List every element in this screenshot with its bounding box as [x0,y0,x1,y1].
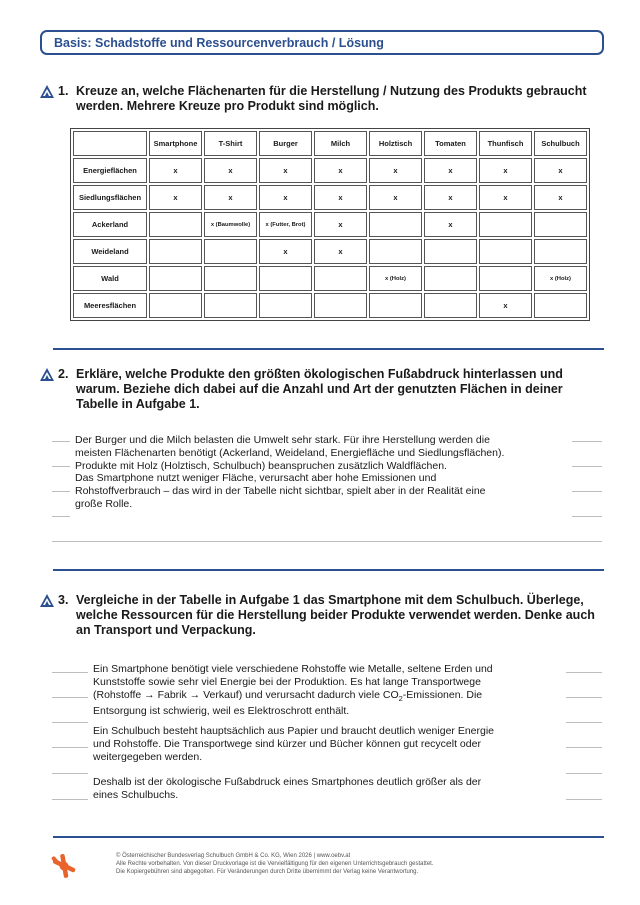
column-header: Burger [259,131,312,156]
answer-line: meisten Flächenarten benötigt (Ackerland, Weideland, Energiefläche und Siedlungsflächen). [75,446,505,459]
table-row [73,158,587,183]
table-cell [314,293,367,318]
answer-line: und Rohstoffe. Die Transportwege sind kürzer und Bücher können gut recycelt oder [93,737,481,750]
answer-line: Ein Schulbuch besteht hauptsächlich aus Papier und braucht deutlich weniger Energie [93,725,495,737]
footer-line: © Österreichischer Bundesverlag Schulbuch GmbH & Co. KG, Wien 2026 | www.oebv.at [116,853,351,859]
table-cell: x [314,185,367,210]
table-cell [424,293,477,318]
writing-line [566,672,602,673]
answer-line: weitergegeben werden. [93,750,203,763]
table-cell [204,293,257,318]
table-cell: x (Holz) [369,266,422,291]
table-row [73,266,587,291]
footer-divider [53,836,604,838]
answer-paragraph-smartphone [93,663,563,718]
table-row [73,212,587,237]
writing-line [52,747,88,748]
table-cell [479,239,532,264]
writing-line [52,466,70,467]
answer-line: Kunststoffe sowie sehr viel Energie bei der Produktion. Es hat lange Transportwege [93,675,481,688]
table-cell [314,266,367,291]
writing-line [566,697,602,698]
answer-line: eines Schulbuchs. [93,788,179,801]
answer-line-part: (Rohstoffe → Fabrik → Verkauf) und verursacht dadurch viele CO [93,688,399,701]
difficulty-pyramid-icon [40,368,54,381]
row-header: Wald [73,266,147,291]
writing-line [572,441,602,442]
table-cell: x [204,185,257,210]
column-header: T-Shirt [204,131,257,156]
co2-subscript: 2 [398,693,403,703]
table-cell: x [149,158,202,183]
writing-line [566,747,602,748]
task-instruction: Kreuze an, welche Flächenarten für die Herstellung / Nutzung des Produkts gebraucht werden. Mehrere Kreuze pro Produkt sind möglich. [76,84,587,113]
answer-line: Entsorgung ist schwierig, weil es Elektroschrott enthält. [93,705,350,718]
table-cell: x (Holz) [534,266,587,291]
table-header-row [73,131,587,156]
answer-paragraph-schoolbook [93,725,563,763]
table-row [73,239,587,264]
table-cell: x [424,212,477,237]
table-corner-cell [73,131,147,156]
table-cell: x [259,185,312,210]
writing-line [52,722,88,723]
table-cell [369,293,422,318]
table-cell [534,293,587,318]
row-header: Ackerland [73,212,147,237]
table-row [73,293,587,318]
table-cell [534,239,587,264]
table-cell: x [369,185,422,210]
table-cell: x [479,293,532,318]
writing-line [52,491,70,492]
writing-line [572,491,602,492]
writing-line [52,799,88,800]
answer-line: Deshalb ist der ökologische Fußabdruck eines Smartphones deutlich größer als der [93,776,482,788]
table-cell [259,293,312,318]
table-cell: x [204,158,257,183]
task-number: 1. [58,84,69,98]
answer-line: Ein Smartphone benötigt viele verschiedene Rohstoffe wie Metalle, seltene Erden und [93,663,493,675]
column-header: Milch [314,131,367,156]
section-divider [53,569,604,571]
section-divider [53,348,604,350]
column-header: Holztisch [369,131,422,156]
difficulty-pyramid-icon [40,594,54,607]
task-instruction: Erkläre, welche Produkte den größten ökologischen Fußabdruck hinterlassen und warum. Beziehe dich dabei auf die Anzahl und Art der genutzten Flächen in deiner Tabelle in Aufgabe 1. [76,367,563,411]
table-cell: x [424,185,477,210]
writing-line [572,466,602,467]
answer-line: Der Burger und die Milch belasten die Umwelt sehr stark. Für ihre Herstellung werden die [75,434,490,446]
answer-line: große Rolle. [75,497,133,510]
writing-line [566,773,602,774]
copyright-footer [116,852,434,876]
table-cell: x (Baumwolle) [204,212,257,237]
table-cell [479,212,532,237]
difficulty-pyramid-icon [40,85,54,98]
writing-line [566,799,602,800]
table-cell: x [424,158,477,183]
row-header: Weideland [73,239,147,264]
answer-line: Rohstoffverbrauch – das wird in der Tabelle nicht sichtbar, spielt aber in der Realität eine [75,485,486,498]
table-cell: x [314,239,367,264]
column-header: Thunfisch [479,131,532,156]
area-types-table [70,128,590,321]
writing-line [52,441,70,442]
task-number: 3. [58,593,69,607]
writing-line [566,722,602,723]
table-cell: x [314,158,367,183]
row-header: Siedlungsflächen [73,185,147,210]
writing-line [52,672,88,673]
table-cell [479,266,532,291]
answer-line-part: -Emissionen. Die [402,688,483,701]
column-header: Schulbuch [534,131,587,156]
table-cell [534,212,587,237]
column-header: Smartphone [149,131,202,156]
column-header: Tomaten [424,131,477,156]
table-cell: x [534,158,587,183]
row-header: Energieflächen [73,158,147,183]
footer-line: Alle Rechte vorbehalten. Von dieser Druckvorlage ist die Vervielfältigung für den eigenen Unterrichtsgebrauch gestattet. [116,861,434,867]
answer-paragraph-conclusion [93,776,563,802]
writing-line [52,541,602,542]
table-cell [149,266,202,291]
footer-line: Die Kopiergebühren sind abgegolten. Für Veränderungen durch Dritte übernimmt der Verlag keine Verantwortung. [116,869,419,875]
table-cell: x [259,158,312,183]
answer-line: Das Smartphone nutzt weniger Fläche, verursacht aber hohe Emissionen und [75,472,437,485]
worksheet-header [40,30,604,55]
table-cell: x [149,185,202,210]
table-cell [369,212,422,237]
table-cell: x [534,185,587,210]
table-cell [204,239,257,264]
worksheet-title: Basis: Schadstoffe und Ressourcenverbrauch / Lösung [54,36,384,50]
table-cell [149,293,202,318]
table-cell [369,239,422,264]
table-cell: x [479,185,532,210]
table-cell: x [369,158,422,183]
table-cell [424,239,477,264]
answer-text-task-2 [75,434,575,511]
table-cell [149,239,202,264]
table-cell: x [259,239,312,264]
writing-line [52,697,88,698]
task-instruction: Vergleiche in der Tabelle in Aufgabe 1 das Smartphone mit dem Schulbuch. Überlege, welche Ressourcen für die Herstellung beider Produkte verwendet werden. Denke auch an Transport und Verpackung. [76,593,595,637]
table-cell: x [314,212,367,237]
writing-line [52,516,70,517]
table-cell: x [479,158,532,183]
table-cell [149,212,202,237]
answer-line: Produkte mit Holz (Holztisch, Schulbuch) beanspruchen zusätzlich Waldflächen. [75,459,447,472]
table-row [73,185,587,210]
row-header: Meeresflächen [73,293,147,318]
writing-line [572,516,602,517]
publisher-logo-icon [50,852,78,880]
table-cell [204,266,257,291]
table-cell [424,266,477,291]
task-number: 2. [58,367,69,381]
table-cell [259,266,312,291]
table-cell: x (Futter, Brot) [259,212,312,237]
writing-line [52,773,88,774]
answer-line [93,689,563,706]
